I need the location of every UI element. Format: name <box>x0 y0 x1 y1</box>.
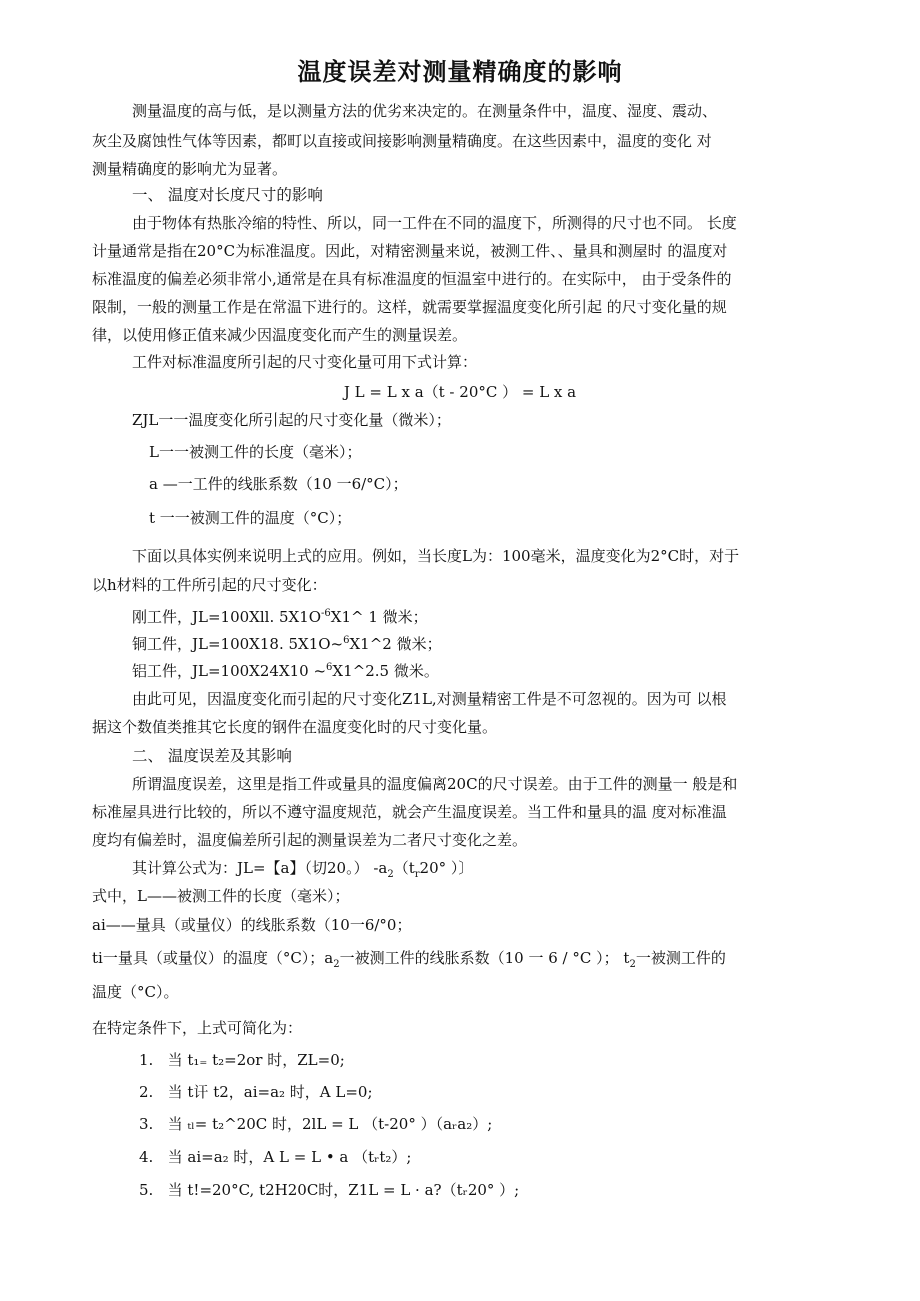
section2-heading: 二、 温度误差及其影响 <box>132 747 292 765</box>
def-line-2: L一一被测工件的长度（毫米）； <box>149 443 362 461</box>
def-line-3: a —一工件的线胀系数（10 一6/°C）； <box>149 475 408 493</box>
section1-para-line-3: 标准温度的偏差必须非常小,通常是在具有标准温度的恒温室中进行的。在实际中， 由于受条件的 <box>92 270 732 288</box>
document-title: 温度误差对测量精确度的影响 <box>297 58 623 86</box>
intro-line-1: 测量温度的高与低，是以测量方法的优劣来决定的。在测量条件中，温度、湿度、震动、 <box>132 102 718 120</box>
conclusion-line-2: 据这个数值类推其它长度的钢件在温度变化时的尺寸变化量。 <box>92 718 498 736</box>
section1-heading: 一、 温度对长度尺寸的影响 <box>132 186 323 204</box>
def-line-1: ZJL一一温度变化所引起的尺寸变化量（微米）； <box>132 411 451 429</box>
section1-para-line-4: 限制，一般的测量工作是在常温下进行的。这样，就需要掌握温度变化所引起 的尺寸变化量的规 <box>92 298 727 316</box>
intro-line-2: 灰尘及腐蚀性气体等因素，都町以直接或间接影响测量精确度。在这些因素中，温度的变化 对 <box>92 132 712 150</box>
example-copper: 铜工件，JL=100X18. 5X1O~$^6$X1^2 微米； <box>132 635 442 653</box>
defs-line-2: ai——量具（或量仪）的线胀系数（10一6/°0； <box>92 916 412 934</box>
section1-para-line-1: 由于物体有热胀冷缩的特性、所以，同一工件在不同的温度下，所测得的尺寸也不同。 长度 <box>132 214 737 232</box>
example-intro-line-1: 下面以具体实例来说明上式的应用。例如，当长度L为：100毫米，温度变化为2°C时，对于 <box>132 547 740 565</box>
formula: J L = L x a（t - 20°C ） = L x a <box>343 383 577 401</box>
calc-formula: 其计算公式为：JL=【a】（切20。） $-a_2(t_r20^\circ$ ）〕 <box>132 859 474 880</box>
defs-line-4: 温度（°C）。 <box>92 983 179 1001</box>
section2-para-line-1: 所谓温度误差，这里是指工件或量具的温度偏离20C的尺寸误差。由于工件的测量一 般是和 <box>132 775 738 793</box>
case-5: 5. 当 t!=20°C, t2H20C时，Z1L = L · a?（tᵣ20° ）; <box>139 1181 520 1199</box>
def-line-4: t 一一被测工件的温度（°C）； <box>149 509 352 527</box>
conclusion-line-1: 由此可见，因温度变化而引起的尺寸变化Z1L,对测量精密工件是不可忽视的。因为可 以根 <box>132 690 727 708</box>
example-steel: 刚工件，JL=100Xll. $5X1O^{-6}X1\^{}$ 1 微米； <box>132 608 428 626</box>
defs-line-1: 式中，L——被测工件的长度（毫米）； <box>92 887 350 905</box>
intro-line-3: 测量精确度的影响尤为显著。 <box>92 160 288 178</box>
case-2: 2. 当 t讦 t2，ai=a₂ 时，A L=0; <box>139 1083 373 1101</box>
defs-line-3: ti一量具（或量仪）的温度（°C）；$a_2$一被测工件的线胀系数（10 一 6 / °C ）； $t_2$一被测工件的 <box>92 949 726 970</box>
case-1: 1. 当 t₁₌ t₂=2or 时，ZL=0; <box>139 1051 345 1069</box>
section2-para-line-3: 度均有偏差时，温度偏差所引起的测量误差为二者尺寸变化之差。 <box>92 831 528 849</box>
case-4: 4. 当 ai=a₂ 时，A L = L • a （tᵣt₂）; <box>139 1148 412 1166</box>
case-3: 3. 当 ₜₗ= t₂^20C 时，2lL = L （t-20° ）（aᵣa₂）; <box>139 1115 493 1133</box>
section1-para-line-2: 计量通常是指在20°C为标准温度。因此，对精密测量来说，被测工件、、量具和测屋时 的温度对 <box>92 242 728 260</box>
example-aluminum: 铝工件，JL=100X24X10 ~$^6$X1^2.5 微米。 <box>132 662 439 680</box>
section2-para-line-2: 标准屋具进行比较的，所以不遵守温度规范，就会产生温度误差。当工件和量具的温 度对标准温 <box>92 803 727 821</box>
formula-intro: 工件对标准温度所引起的尺寸变化量可用下式计算： <box>132 353 478 371</box>
section1-para-line-5: 律，以使用修正值来减少因温度变化而产生的测量误差。 <box>92 326 468 344</box>
example-intro-line-2: 以h材料的工件所引起的尺寸变化： <box>92 576 327 594</box>
simplify-intro: 在特定条件下，上式可简化为： <box>92 1019 303 1037</box>
